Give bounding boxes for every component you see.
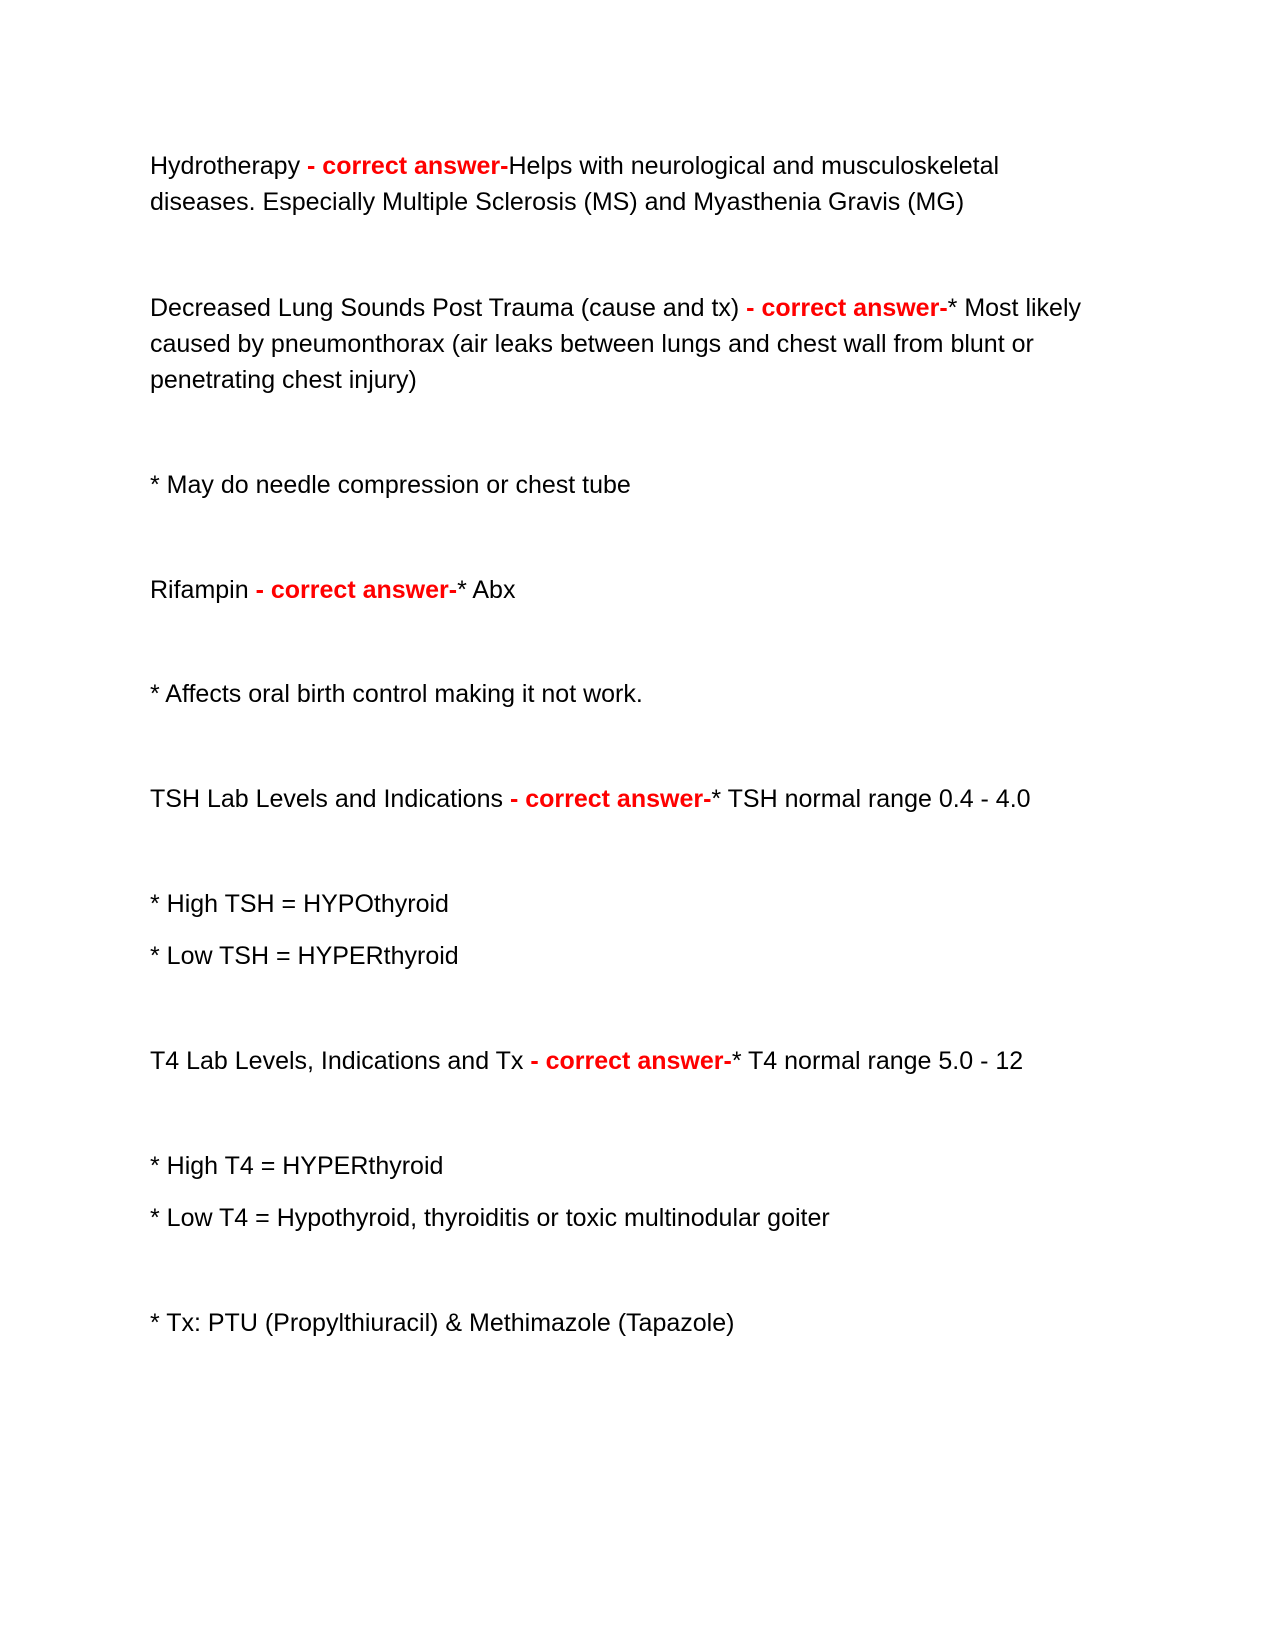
term: T4 Lab Levels, Indications and Tx bbox=[150, 1047, 524, 1075]
entry-t4-note-tx: * Tx: PTU (Propylthiuracil) & Methimazole (Tapazole) bbox=[150, 1309, 735, 1337]
answer-text: * Most likely bbox=[947, 294, 1082, 322]
entry-lung-sounds-line-3: penetrating chest injury) bbox=[150, 366, 417, 394]
answer-text: * TSH normal range 0.4 - 4.0 bbox=[711, 785, 1031, 813]
entry-tsh-line-1 bbox=[150, 781, 1150, 818]
entry-hydrotherapy-line-1 bbox=[150, 148, 1150, 185]
entry-tsh-note-low: * Low TSH = HYPERthyroid bbox=[150, 942, 459, 970]
entry-rifampin-line-1 bbox=[150, 572, 1150, 609]
entry-lung-sounds-line-1 bbox=[150, 290, 1150, 327]
entry-t4-line-1 bbox=[150, 1043, 1150, 1080]
correct-answer-marker: - correct answer- bbox=[739, 294, 948, 322]
entry-lung-sounds-line-2: caused by pneumonthorax (air leaks between lungs and chest wall from blunt or bbox=[150, 330, 1034, 358]
entry-t4-note-low: * Low T4 = Hypothyroid, thyroiditis or toxic multinodular goiter bbox=[150, 1204, 830, 1232]
answer-text: * T4 normal range 5.0 - 12 bbox=[731, 1047, 1024, 1075]
answer-text: * Abx bbox=[457, 576, 516, 604]
entry-rifampin-note: * Affects oral birth control making it not work. bbox=[150, 680, 643, 708]
correct-answer-marker: - correct answer- bbox=[523, 1047, 732, 1075]
entry-t4-note-high: * High T4 = HYPERthyroid bbox=[150, 1152, 444, 1180]
answer-text: Helps with neurological and musculoskeletal bbox=[508, 152, 1000, 180]
correct-answer-marker: - correct answer- bbox=[503, 785, 712, 813]
term: Rifampin bbox=[150, 576, 249, 604]
entry-tsh-note-high: * High TSH = HYPOthyroid bbox=[150, 890, 449, 918]
entry-lung-sounds-note: * May do needle compression or chest tube bbox=[150, 471, 631, 499]
entry-hydrotherapy-line-2: diseases. Especially Multiple Sclerosis (MS) and Myasthenia Gravis (MG) bbox=[150, 188, 965, 216]
term: Hydrotherapy bbox=[150, 152, 301, 180]
correct-answer-marker: - correct answer- bbox=[248, 576, 458, 604]
correct-answer-marker: - correct answer- bbox=[300, 152, 509, 180]
term: Decreased Lung Sounds Post Trauma (cause and tx) bbox=[150, 294, 740, 322]
term: TSH Lab Levels and Indications bbox=[150, 785, 503, 813]
